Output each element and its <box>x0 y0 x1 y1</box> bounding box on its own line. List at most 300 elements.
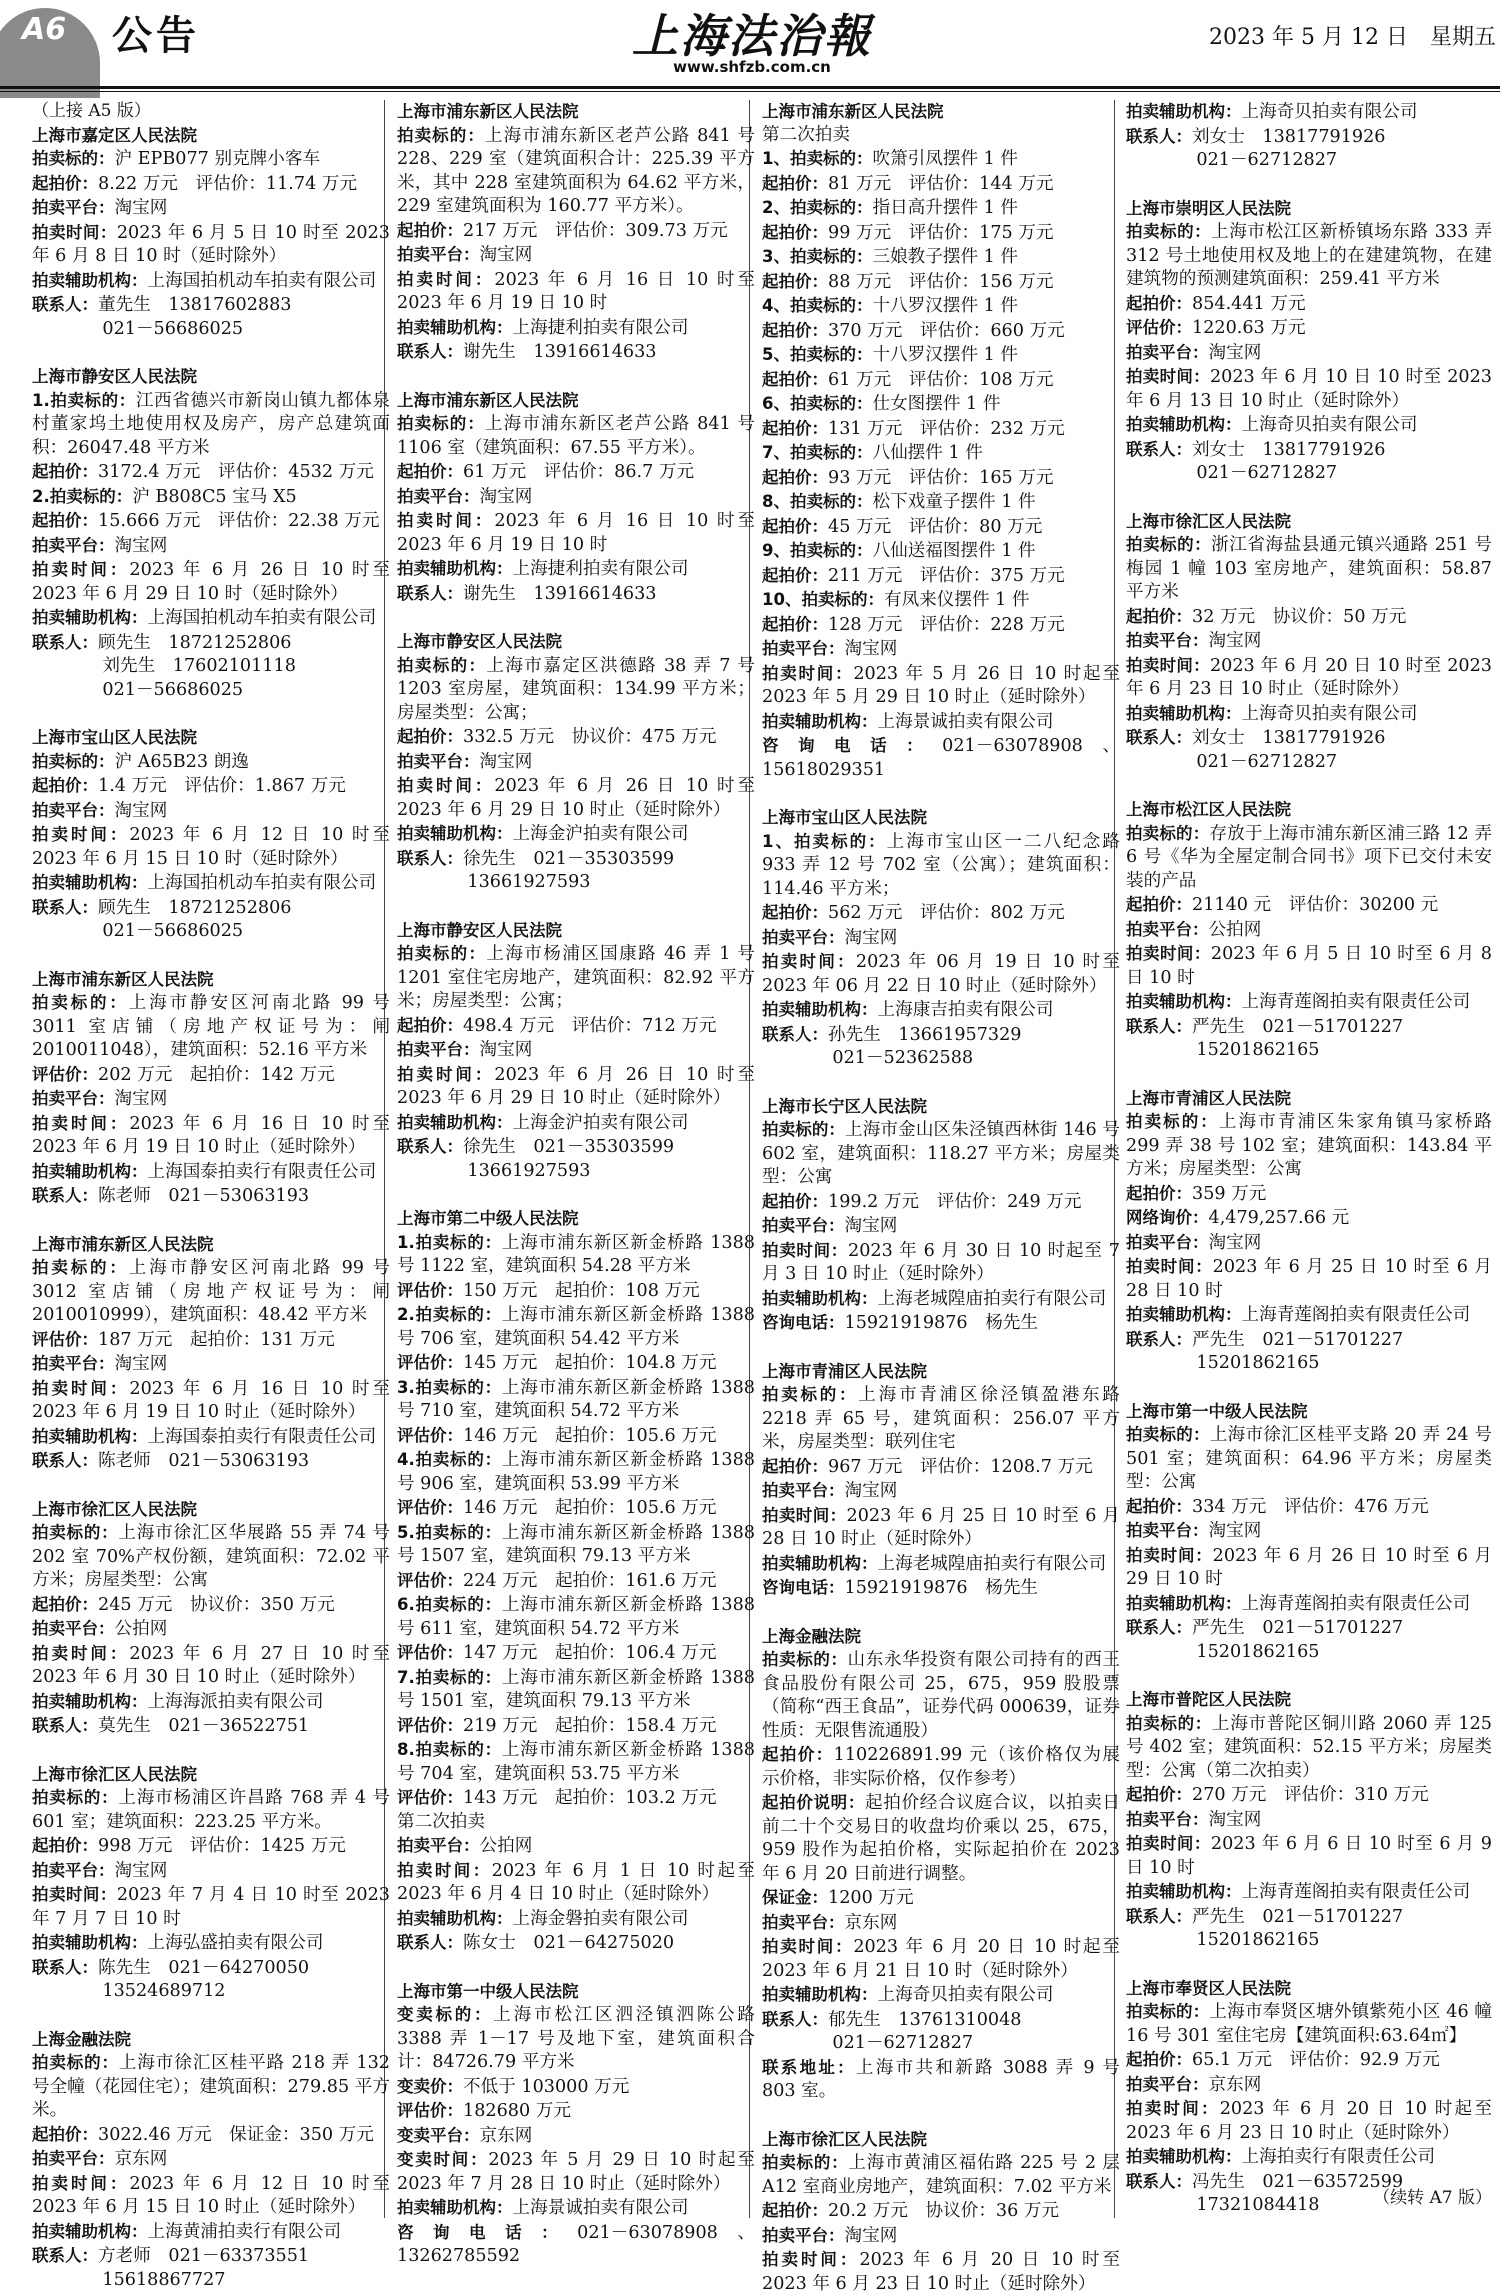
field-value: 上海市杨浦区许昌路 768 弄 4 号 601 室；建筑面积：223.25 平方米。 <box>32 1788 390 1832</box>
notice-line <box>397 750 755 775</box>
field-value: 99 万元 评估价：175 万元 <box>828 223 1054 243</box>
notice-line <box>762 2248 1120 2296</box>
field-value: 公拍网 <box>115 1619 168 1639</box>
notice-line <box>32 2147 390 2172</box>
court-name: 上海市长宁区人民法院 <box>762 1095 1120 1119</box>
notice-line <box>32 318 390 342</box>
field-value: 61 万元 评估价：108 万元 <box>828 370 1054 390</box>
field-value: 上海市静安区河南北路 99 号 3011 室店铺（房地产权证号为：闸 2010011048），建筑面积：52.16 平方米 <box>32 993 390 1060</box>
field-label: 拍卖标的： <box>1126 1425 1210 1444</box>
field-label: 拍卖时间： <box>32 560 129 579</box>
field-label: 拍卖时间： <box>32 2174 129 2193</box>
field-label: 拍卖标的： <box>397 414 485 433</box>
notice-line <box>762 1239 1120 1287</box>
field-label: 咨询电话： <box>397 2223 577 2242</box>
field-value: 211 万元 评估价：375 万元 <box>828 566 1065 586</box>
notice-line <box>32 679 390 703</box>
field-label: 拍卖平台： <box>762 1481 845 1500</box>
notice-line <box>32 509 390 534</box>
field-value: 冯先生 021－63572599 <box>1192 2172 1403 2192</box>
field-value: 187 万元 起拍价：131 万元 <box>98 1330 335 1350</box>
field-value: 上海国拍机动车拍卖有限公司 <box>148 271 377 291</box>
field-value: 上海国拍机动车拍卖有限公司 <box>148 873 377 893</box>
notice-line <box>397 243 755 268</box>
field-value: 上海青莲阁拍卖有限责任公司 <box>1242 1305 1471 1325</box>
field-value: 1.4 万元 评估价：1.867 万元 <box>98 776 346 796</box>
notice-line <box>397 1569 755 1594</box>
field-label: 联系人： <box>32 1958 98 1977</box>
notice-line <box>1126 2145 1492 2170</box>
header-rule <box>0 86 1500 89</box>
court-name: 上海市崇明区人民法院 <box>1126 197 1492 221</box>
court-name: 上海市普陀区人民法院 <box>1126 1688 1492 1712</box>
field-value: 021－63078908、13262785592 <box>397 2223 755 2267</box>
court-name: 上海市嘉定区人民法院 <box>32 124 390 148</box>
field-value: 021－52362588 <box>762 1048 973 1068</box>
court-name: 上海市第二中级人民法院 <box>397 1207 755 1231</box>
notice-line <box>762 613 1120 638</box>
notice-line <box>762 1791 1120 1886</box>
header-rule-thin <box>0 91 1500 92</box>
field-label: 拍卖辅助机构： <box>397 2198 513 2217</box>
field-label: 拍卖辅助机构： <box>762 1554 878 1573</box>
notice-line <box>1126 1641 1492 1665</box>
field-value: 淘宝网 <box>480 1040 533 1060</box>
court-name: 上海市徐汇区人民法院 <box>32 1498 390 1522</box>
notice-line <box>397 942 755 1014</box>
field-label: 拍卖时间： <box>1126 656 1210 675</box>
field-value: 224 万元 起拍价：161.6 万元 <box>463 1571 716 1591</box>
field-label: 3.拍卖标的： <box>397 1378 502 1397</box>
field-label: 起拍价： <box>1126 895 1192 914</box>
court-name: 上海市青浦区人民法院 <box>762 1360 1120 1384</box>
field-value: 854.441 万元 <box>1192 294 1306 314</box>
field-value: 淘宝网 <box>1209 343 1262 363</box>
court-name: 上海市奉贤区人民法院 <box>1126 1977 1492 2001</box>
field-value: 359 万元 <box>1192 1184 1266 1204</box>
field-value: 淘宝网 <box>115 801 168 821</box>
notice-line <box>762 1504 1120 1552</box>
notice-line <box>32 991 390 1063</box>
auction-notice <box>397 1207 755 1956</box>
notice-line <box>397 412 755 460</box>
field-value: 1220.63 万元 <box>1192 318 1306 338</box>
field-value: 淘宝网 <box>115 1861 168 1881</box>
field-label: 拍卖时间： <box>32 1379 129 1398</box>
notice-line <box>762 196 1120 221</box>
field-label: 联系人： <box>32 633 98 652</box>
field-label: 起拍价： <box>32 462 98 481</box>
notice-line <box>1126 1519 1492 1544</box>
page-number-badge <box>0 0 100 60</box>
notice-line <box>1126 1712 1492 1784</box>
field-value: 上海市青浦区徐泾镇盈港东路 2218 弄 65 号，建筑面积：256.07 平方米，房屋类型：联列住宅 <box>762 1385 1120 1452</box>
auction-notice <box>762 100 1120 782</box>
field-value: 上海老城隍庙拍卖行有限公司 <box>878 1289 1107 1309</box>
field-value: 严先生 021－51701227 <box>1192 1017 1403 1037</box>
field-value: 孙先生 13661957329 <box>828 1025 1022 1045</box>
field-value: 2023 年 5 月 29 日 10 时起至 2023 年 7 月 28 日 10 时止（延时除外） <box>397 2150 755 2194</box>
notice-line <box>762 539 1120 564</box>
field-value: 199.2 万元 评估价：249 万元 <box>828 1192 1081 1212</box>
field-label: 起拍价： <box>762 566 828 585</box>
notice-line <box>397 1279 755 1304</box>
field-value: 15921919876 杨先生 <box>845 1313 1039 1333</box>
field-value: 93 万元 评估价：165 万元 <box>828 468 1054 488</box>
auction-notice <box>32 1498 390 1739</box>
notice-line <box>1126 726 1492 751</box>
field-value: 上海青莲阁拍卖有限责任公司 <box>1242 1594 1471 1614</box>
field-value: 京东网 <box>1209 2075 1262 2095</box>
court-name: 上海市第一中级人民法院 <box>397 1980 755 2004</box>
field-label: 拍卖时间： <box>1126 944 1211 963</box>
field-label: 拍卖平台： <box>1126 343 1209 362</box>
field-label: 变卖标的： <box>397 2005 493 2024</box>
notice-line <box>1126 2048 1492 2073</box>
field-value: 1200 万元 <box>828 1888 914 1908</box>
field-label: 联系人： <box>1126 1017 1192 1036</box>
notice-line <box>397 2099 755 2124</box>
field-value: 146 万元 起拍价：105.6 万元 <box>463 1426 716 1446</box>
field-value: 131 万元 评估价：232 万元 <box>828 419 1065 439</box>
notice-line <box>397 316 755 341</box>
field-label: 起拍价： <box>1126 294 1192 313</box>
field-label: 拍卖辅助机构： <box>1126 992 1242 1011</box>
field-value: 上海弘盛拍卖有限公司 <box>148 1933 324 1953</box>
field-label: 拍卖时间： <box>397 270 494 289</box>
field-value: 严先生 021－51701227 <box>1192 1330 1403 1350</box>
field-label: 拍卖平台： <box>397 752 480 771</box>
notice-line <box>1126 1616 1492 1641</box>
field-value: 2023 年 6 月 5 日 10 时至 2023 年 6 月 8 日 10 时（延时除外） <box>32 223 390 267</box>
notice-line <box>32 2123 390 2148</box>
notice-line <box>1126 2000 1492 2048</box>
page-header <box>0 0 1500 92</box>
notice-line <box>1126 1015 1492 1040</box>
field-label: 起拍价： <box>762 174 828 193</box>
field-value: 上海黄浦拍卖行有限公司 <box>148 2222 342 2242</box>
field-value: 2023 年 6 月 16 日 10 时至 2023 年 6 月 19 日 10 时止（延时除外） <box>32 1379 390 1423</box>
notice-line <box>397 485 755 510</box>
notice-line <box>762 1214 1120 1239</box>
field-value: 998 万元 评估价：1425 万元 <box>98 1836 346 1856</box>
notice-line <box>32 2220 390 2245</box>
field-label: 拍卖标的： <box>762 1120 845 1139</box>
notice-line <box>1126 316 1492 341</box>
notice-line <box>762 392 1120 417</box>
notice-line <box>397 509 755 557</box>
field-label: 咨询电话： <box>762 736 942 755</box>
notice-line <box>397 1811 755 1835</box>
field-value: 上海市徐汇区桂平支路 20 弄 24 号 501 室；建筑面积：64.96 平方米；房屋类型：公寓 <box>1126 1425 1492 1492</box>
website-url[interactable]: www.shfzb.com.cn <box>612 58 892 76</box>
field-label: 起拍价： <box>762 615 828 634</box>
auction-notice <box>32 124 390 342</box>
field-value: 指日高升摆件 1 件 <box>872 198 1018 218</box>
notice-line <box>32 606 390 631</box>
notice-line <box>1126 1328 1492 1353</box>
field-value: 谢先生 13916614633 <box>463 342 657 362</box>
field-label: 起拍价： <box>32 2125 98 2144</box>
field-value: 上海景诚拍卖有限公司 <box>513 2198 689 2218</box>
field-label: 联系人： <box>397 1137 463 1156</box>
field-value: 山东永华投资有限公司持有的西王食品股份有限公司 25，675，959 股股票（简称“西王食品”，证券代码 000639，证券性质：无限售流通股） <box>762 1650 1120 1741</box>
column-1 <box>32 100 390 2220</box>
notice-line <box>762 2008 1120 2033</box>
notice-line <box>32 774 390 799</box>
field-value: 143 万元 起拍价：103.2 万元 <box>463 1788 716 1808</box>
field-label: 拍卖时间： <box>762 1937 853 1956</box>
field-label: 拍卖辅助机构： <box>397 1113 513 1132</box>
field-value: 147 万元 起拍价：106.4 万元 <box>463 1643 716 1663</box>
notice-line <box>762 950 1120 998</box>
field-label: 拍卖平台： <box>1126 1233 1209 1252</box>
field-value: 110226891.99 元（该价格仅为展示价格，非实际价格，仅作参考） <box>762 1745 1120 1789</box>
field-value: 谢先生 13916614633 <box>463 584 657 604</box>
field-label: 拍卖标的： <box>1126 535 1211 554</box>
notice-line <box>762 417 1120 442</box>
field-label: 拍卖平台： <box>32 1861 115 1880</box>
field-label: 拍卖平台： <box>762 1913 845 1932</box>
notice-line <box>32 1956 390 1981</box>
field-label: 起拍价： <box>32 1595 98 1614</box>
field-value: 上海金沪拍卖有限公司 <box>513 824 689 844</box>
field-value: 徐先生 021－35303599 <box>463 1137 674 1157</box>
field-value: 2023 年 6 月 16 日 10 时至 2023 年 6 月 19 日 10 时止（延时除外） <box>32 1114 390 1158</box>
field-value: 021－63078908、15618029351 <box>762 736 1120 780</box>
field-label: 拍卖平台： <box>32 1089 115 1108</box>
notice-line <box>397 1448 755 1496</box>
auction-notice <box>762 2128 1120 2296</box>
notice-line <box>1126 1905 1492 1930</box>
field-label: 拍卖平台： <box>1126 631 1209 650</box>
notice-line <box>1126 341 1492 366</box>
field-value: 淘宝网 <box>1209 631 1262 651</box>
notice-line <box>397 2075 755 2100</box>
field-value: 第二次拍卖 <box>397 1812 485 1832</box>
field-label: 拍卖平台： <box>32 1619 115 1638</box>
notice-line <box>762 270 1120 295</box>
field-label: 拍卖时间： <box>762 952 856 971</box>
auction-notice <box>32 968 390 1209</box>
field-value: 上海捷利拍卖有限公司 <box>513 559 689 579</box>
auction-notice <box>1126 1087 1492 1376</box>
field-label: 拍卖标的： <box>397 126 485 145</box>
field-value: 245 万元 协议价：350 万元 <box>98 1595 335 1615</box>
field-label: 拍卖标的： <box>762 1385 858 1404</box>
notice-line <box>1126 1352 1492 1376</box>
field-value: 上海奇贝拍卖有限公司 <box>1242 704 1418 724</box>
notice-line <box>32 2051 390 2123</box>
field-value: 13661927593 <box>397 1161 591 1181</box>
field-value: 淘宝网 <box>845 1481 898 1501</box>
field-value: 莫先生 021－36522751 <box>98 1716 309 1736</box>
notice-line <box>32 172 390 197</box>
field-value: 上海市金山区朱泾镇西林街 146 号 602 室，建筑面积：118.27 平方米；房屋类型：公寓 <box>762 1120 1120 1187</box>
notice-line <box>762 1118 1120 1190</box>
field-label: 拍卖辅助机构： <box>32 271 148 290</box>
field-label: 起拍价： <box>32 174 98 193</box>
notice-line <box>32 1714 390 1739</box>
field-value: 021－62712827 <box>762 2033 973 2053</box>
field-label: 拍卖平台： <box>1126 920 1209 939</box>
notice-line <box>762 734 1120 782</box>
notice-line <box>1126 1592 1492 1617</box>
field-label: 拍卖标的： <box>1126 824 1209 843</box>
notice-line <box>762 1935 1120 1983</box>
notice-line <box>32 1425 390 1450</box>
notice-line <box>762 1455 1120 1480</box>
notice-line <box>397 1834 755 1859</box>
field-value: 150 万元 起拍价：108 万元 <box>463 1281 700 1301</box>
court-name: 上海市松江区人民法院 <box>1126 798 1492 822</box>
field-value: 15201862165 <box>1126 1930 1320 1950</box>
notice-line <box>1126 100 1492 125</box>
notice-line <box>32 631 390 656</box>
field-label: 拍卖时间： <box>32 825 129 844</box>
field-value: 沪 EPB077 别克牌小客车 <box>115 149 321 169</box>
notice-line <box>1126 365 1492 413</box>
field-value: 17321084418 <box>1126 2195 1320 2215</box>
field-label: 起拍价： <box>1126 1785 1192 1804</box>
notice-line <box>762 1743 1120 1791</box>
field-label: 拍卖标的： <box>762 2153 848 2172</box>
field-label: 起拍价： <box>762 370 828 389</box>
field-value: 淘宝网 <box>115 1354 168 1374</box>
notice-line <box>397 2148 755 2196</box>
notice-line <box>762 343 1120 368</box>
notice-line <box>762 830 1120 902</box>
notice-line <box>762 124 1120 148</box>
field-label: 拍卖辅助机构： <box>1126 2147 1242 2166</box>
field-label: 起拍价： <box>762 903 828 922</box>
field-value: 2023 年 6 月 26 日 10 时至 2023 年 6 月 29 日 10 时止（延时除外） <box>397 776 755 820</box>
continued-to-note: （续转 A7 版） <box>1373 2187 1492 2211</box>
field-value: 第二次拍卖 <box>762 125 850 145</box>
field-label: 拍卖平台： <box>762 639 845 658</box>
field-label: 拍卖辅助机构： <box>762 712 878 731</box>
field-value: 3172.4 万元 评估价：4532 万元 <box>98 462 374 482</box>
notice-line <box>762 1983 1120 2008</box>
auction-notice <box>1126 1400 1492 1665</box>
field-label: 起拍价： <box>762 468 828 487</box>
auction-notice <box>32 1233 390 1474</box>
field-value: 淘宝网 <box>1209 1810 1262 1830</box>
auction-notice <box>1126 197 1492 486</box>
notice-line <box>32 1256 390 1328</box>
field-value: 上海金磐拍卖有限公司 <box>513 1909 689 1929</box>
field-label: 拍卖时间： <box>397 776 494 795</box>
field-label: 拍卖标的： <box>32 993 129 1012</box>
field-value: 8.22 万元 评估价：11.74 万元 <box>98 174 357 194</box>
field-label: 拍卖标的： <box>1126 1112 1219 1131</box>
field-label: 7.拍卖标的： <box>397 1668 502 1687</box>
field-label: 起拍价： <box>32 511 98 530</box>
auction-notice <box>1126 1977 1492 2218</box>
field-value: 沪 A65B23 朗逸 <box>115 752 249 772</box>
field-value: 公拍网 <box>480 1836 533 1856</box>
field-label: 拍卖标的： <box>32 2053 119 2072</box>
field-value: 217 万元 评估价：309.73 万元 <box>463 221 728 241</box>
field-value: 182680 万元 <box>463 2101 571 2121</box>
notice-line <box>1126 942 1492 990</box>
field-label: 联系人： <box>32 898 98 917</box>
field-value: 61 万元 评估价：86.7 万元 <box>463 462 694 482</box>
field-label: 拍卖时间： <box>32 223 117 242</box>
auction-notice <box>1126 100 1492 173</box>
auction-notice <box>32 365 390 702</box>
notice-line <box>397 1231 755 1279</box>
court-name: 上海市静安区人民法院 <box>32 365 390 389</box>
notice-line <box>762 2224 1120 2249</box>
court-name: 上海市徐汇区人民法院 <box>32 1763 390 1787</box>
field-value: 2023 年 6 月 20 日 10 时至 2023 年 6 月 23 日 10 时止（延时除外） <box>762 2250 1120 2294</box>
field-label: 评估价： <box>32 1065 98 1084</box>
notice-line <box>32 1617 390 1642</box>
notice-line <box>397 1907 755 1932</box>
field-label: 拍卖平台： <box>32 198 115 217</box>
field-value: 上海金沪拍卖有限公司 <box>513 1113 689 1133</box>
court-name: 上海市浦东新区人民法院 <box>32 1233 390 1257</box>
notice-line <box>397 1160 755 1184</box>
field-value: 2023 年 6 月 10 日 10 时至 2023 年 6 月 13 日 10 时止（延时除外） <box>1126 367 1492 411</box>
field-label: 拍卖时间： <box>397 1861 492 1880</box>
field-label: 拍卖平台： <box>1126 1521 1209 1540</box>
field-value: 上海市浦东新区新金桥路 1388 号 1122 室，建筑面积 54.28 平方米 <box>397 1233 755 1277</box>
field-label: 评估价： <box>397 1353 463 1372</box>
field-value: 上海市浦东新区新金桥路 1388 号 706 室，建筑面积 54.42 平方米 <box>397 1305 755 1349</box>
auction-notice <box>32 726 390 944</box>
field-value: 淘宝网 <box>115 536 168 556</box>
notice-line <box>32 1160 390 1185</box>
field-value: 上海青莲阁拍卖有限责任公司 <box>1242 992 1471 1012</box>
field-label: 评估价： <box>32 1330 98 1349</box>
notice-line <box>32 1184 390 1209</box>
field-value: 松下戏童子摆件 1 件 <box>872 492 1035 512</box>
field-label: 拍卖平台： <box>1126 1810 1209 1829</box>
field-label: 起拍价： <box>762 223 828 242</box>
masthead-logo: 上海法治報 <box>612 0 892 66</box>
field-label: 拍卖辅助机构： <box>32 608 148 627</box>
field-label: 拍卖平台： <box>1126 2075 1209 2094</box>
field-value: 65.1 万元 评估价：92.9 万元 <box>1192 2050 1440 2070</box>
field-value: 刘女士 13817791926 <box>1192 440 1386 460</box>
field-value: 上海市浦东新区新金桥路 1388 号 1507 室，建筑面积 79.13 平方米 <box>397 1523 755 1567</box>
court-name: 上海金融法院 <box>762 1625 1120 1649</box>
field-label: 拍卖标的： <box>397 656 486 675</box>
notice-line <box>1126 822 1492 894</box>
court-name: 上海市浦东新区人民法院 <box>762 100 1120 124</box>
auction-notice <box>762 1360 1120 1601</box>
notice-line <box>397 1376 755 1424</box>
notice-line <box>397 1496 755 1521</box>
field-label: 2、拍卖标的： <box>762 198 872 217</box>
field-value: 021－62712827 <box>1126 463 1337 483</box>
field-value: 八仙送福图摆件 1 件 <box>872 541 1035 561</box>
field-value: 3022.46 万元 保证金：350 万元 <box>98 2125 374 2145</box>
auction-notice <box>397 1980 755 2269</box>
field-value: 15921919876 杨先生 <box>845 1578 1039 1598</box>
notice-line <box>32 460 390 485</box>
field-value: 15201862165 <box>1126 1353 1320 1373</box>
field-value: 上海市黄浦区福佑路 225 号 2 层 A12 室商业房地产，建筑面积：7.02 平方米 <box>762 2153 1120 2197</box>
field-value: 顾先生 18721252806 <box>98 898 292 918</box>
field-value: 淘宝网 <box>1209 1521 1262 1541</box>
field-value: 徐先生 021－35303599 <box>463 849 674 869</box>
notice-line <box>762 172 1120 197</box>
field-value: 2023 年 6 月 20 日 10 时起至 2023 年 6 月 21 日 10 时（延时除外） <box>762 1937 1120 1981</box>
notice-line <box>32 1521 390 1593</box>
